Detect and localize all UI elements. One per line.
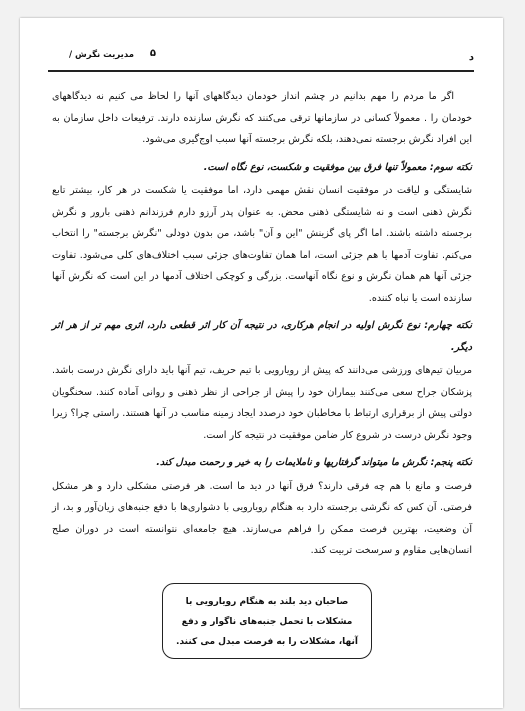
document-page	[20, 18, 503, 708]
header-rule	[48, 70, 474, 72]
point-5-heading: نکته پنجم: نگرش ما میتواند گرفتاریها و ناملایمات را به خیر و رحمت مبدل کند.	[156, 457, 472, 468]
header-separator: /	[68, 50, 73, 60]
point-4-heading: نکته چهارم: نوع نگرش اولیه در انجام هرکاری، در نتیجه آن کار اثر قطعی دارد، اثری مهم تر از هر اثر دیگر.	[52, 320, 472, 353]
body-text	[52, 86, 472, 568]
book-title: مدیریت نگرش	[75, 50, 134, 60]
header-title-group	[66, 50, 134, 60]
page-number: ۵	[149, 48, 156, 59]
paragraph-2: شایستگی و لیاقت در موفقیت انسان نقش مهمی دارد، اما موفقیت یا شکست در هر کار، بیشتر تابع نگرش ذهنی است و نه شایستگی ذهنی محض. به عنوان پدر آرزو دارم فرزندانم ذهنی بارور و نگرش برجسته داشته باشند. اما اگر پای گزینش "این و آن" باشد، من بدون دودلی "نگرش برجسته" را انتخاب می‌کنم. تفاوت آدمها با هم جزئی است، اما همان تفاوت‌های جزئی سبب اختلاف‌های کلی می‌شود. تفاوت جزئی آنها هم همان نگرش و نوع نگاه آنهاست. بزرگی و کوچکی اختلاف آدمها در این است که نگرش آنها سازنده است یا نباه کننده.	[52, 185, 472, 304]
point-3-heading: نکته سوم: معمولاً تنها فرق بین موفقیت و شکست، نوع نگاه است.	[203, 161, 472, 173]
header-corner-mark: د	[468, 52, 474, 63]
callout-box: صاحبان دید بلند به هنگام رویارویی با مشکلات با تحمل جنبه‌های ناگوار و دفع آنها، مشکلات را به فرصت مبدل می کنند.	[162, 583, 372, 659]
paragraph-1: اگر ما مردم را مهم بدانیم در چشم انداز خودمان دیدگاههای آنها را لحاظ می کنیم نه دیدگاههای خودمان را . معمولاً کسانی در سازمانها ترقی می‌کنند که نگرش سازنده دارند. ترفیعات داخل سازمان به این افراد نگرش برجسته نمی‌دهند، بلکه نگرش برجسته آنها سبب اوج‌گیری می‌شود.	[52, 91, 472, 145]
paragraph-3: مربیان تیم‌های ورزشی می‌دانند که پیش از رویارویی با تیم حریف، تیم آنها باید دارای نگرش درست باشد. پزشکان جراح سعی می‌کنند بیماران خود را پیش از جراحی از نظر ذهنی و روانی آماده کنند. سخنگویان دولتی پیش از برقراری ارتباط با مخاطبان خود درصدد ایجاد زمینه مناسب در آنها هستند. راستی چرا؟ زیرا وجود نگرش درست در شروع کار ضامن موفقیت در نتیجه کار است.	[52, 365, 472, 441]
paragraph-4: فرصت و مانع با هم چه فرقی دارند؟ فرق آنها در دید ما است. هر فرصتی مشکلی دارد و هر مشکل فرصتی. آن کس که نگرشی برجسته دارد به هنگام رویارویی با دشواری‌ها با دفع جنبه‌های زیان‌آور و بد، از آن وضعیت، بهترین فرصت ممکن را فراهم می‌سازند. هیچ جامعه‌ای نتوانسته است در دوران صلح انسان‌هایی مقاوم و سرسخت تربیت کند.	[52, 480, 472, 556]
running-header	[48, 48, 474, 70]
